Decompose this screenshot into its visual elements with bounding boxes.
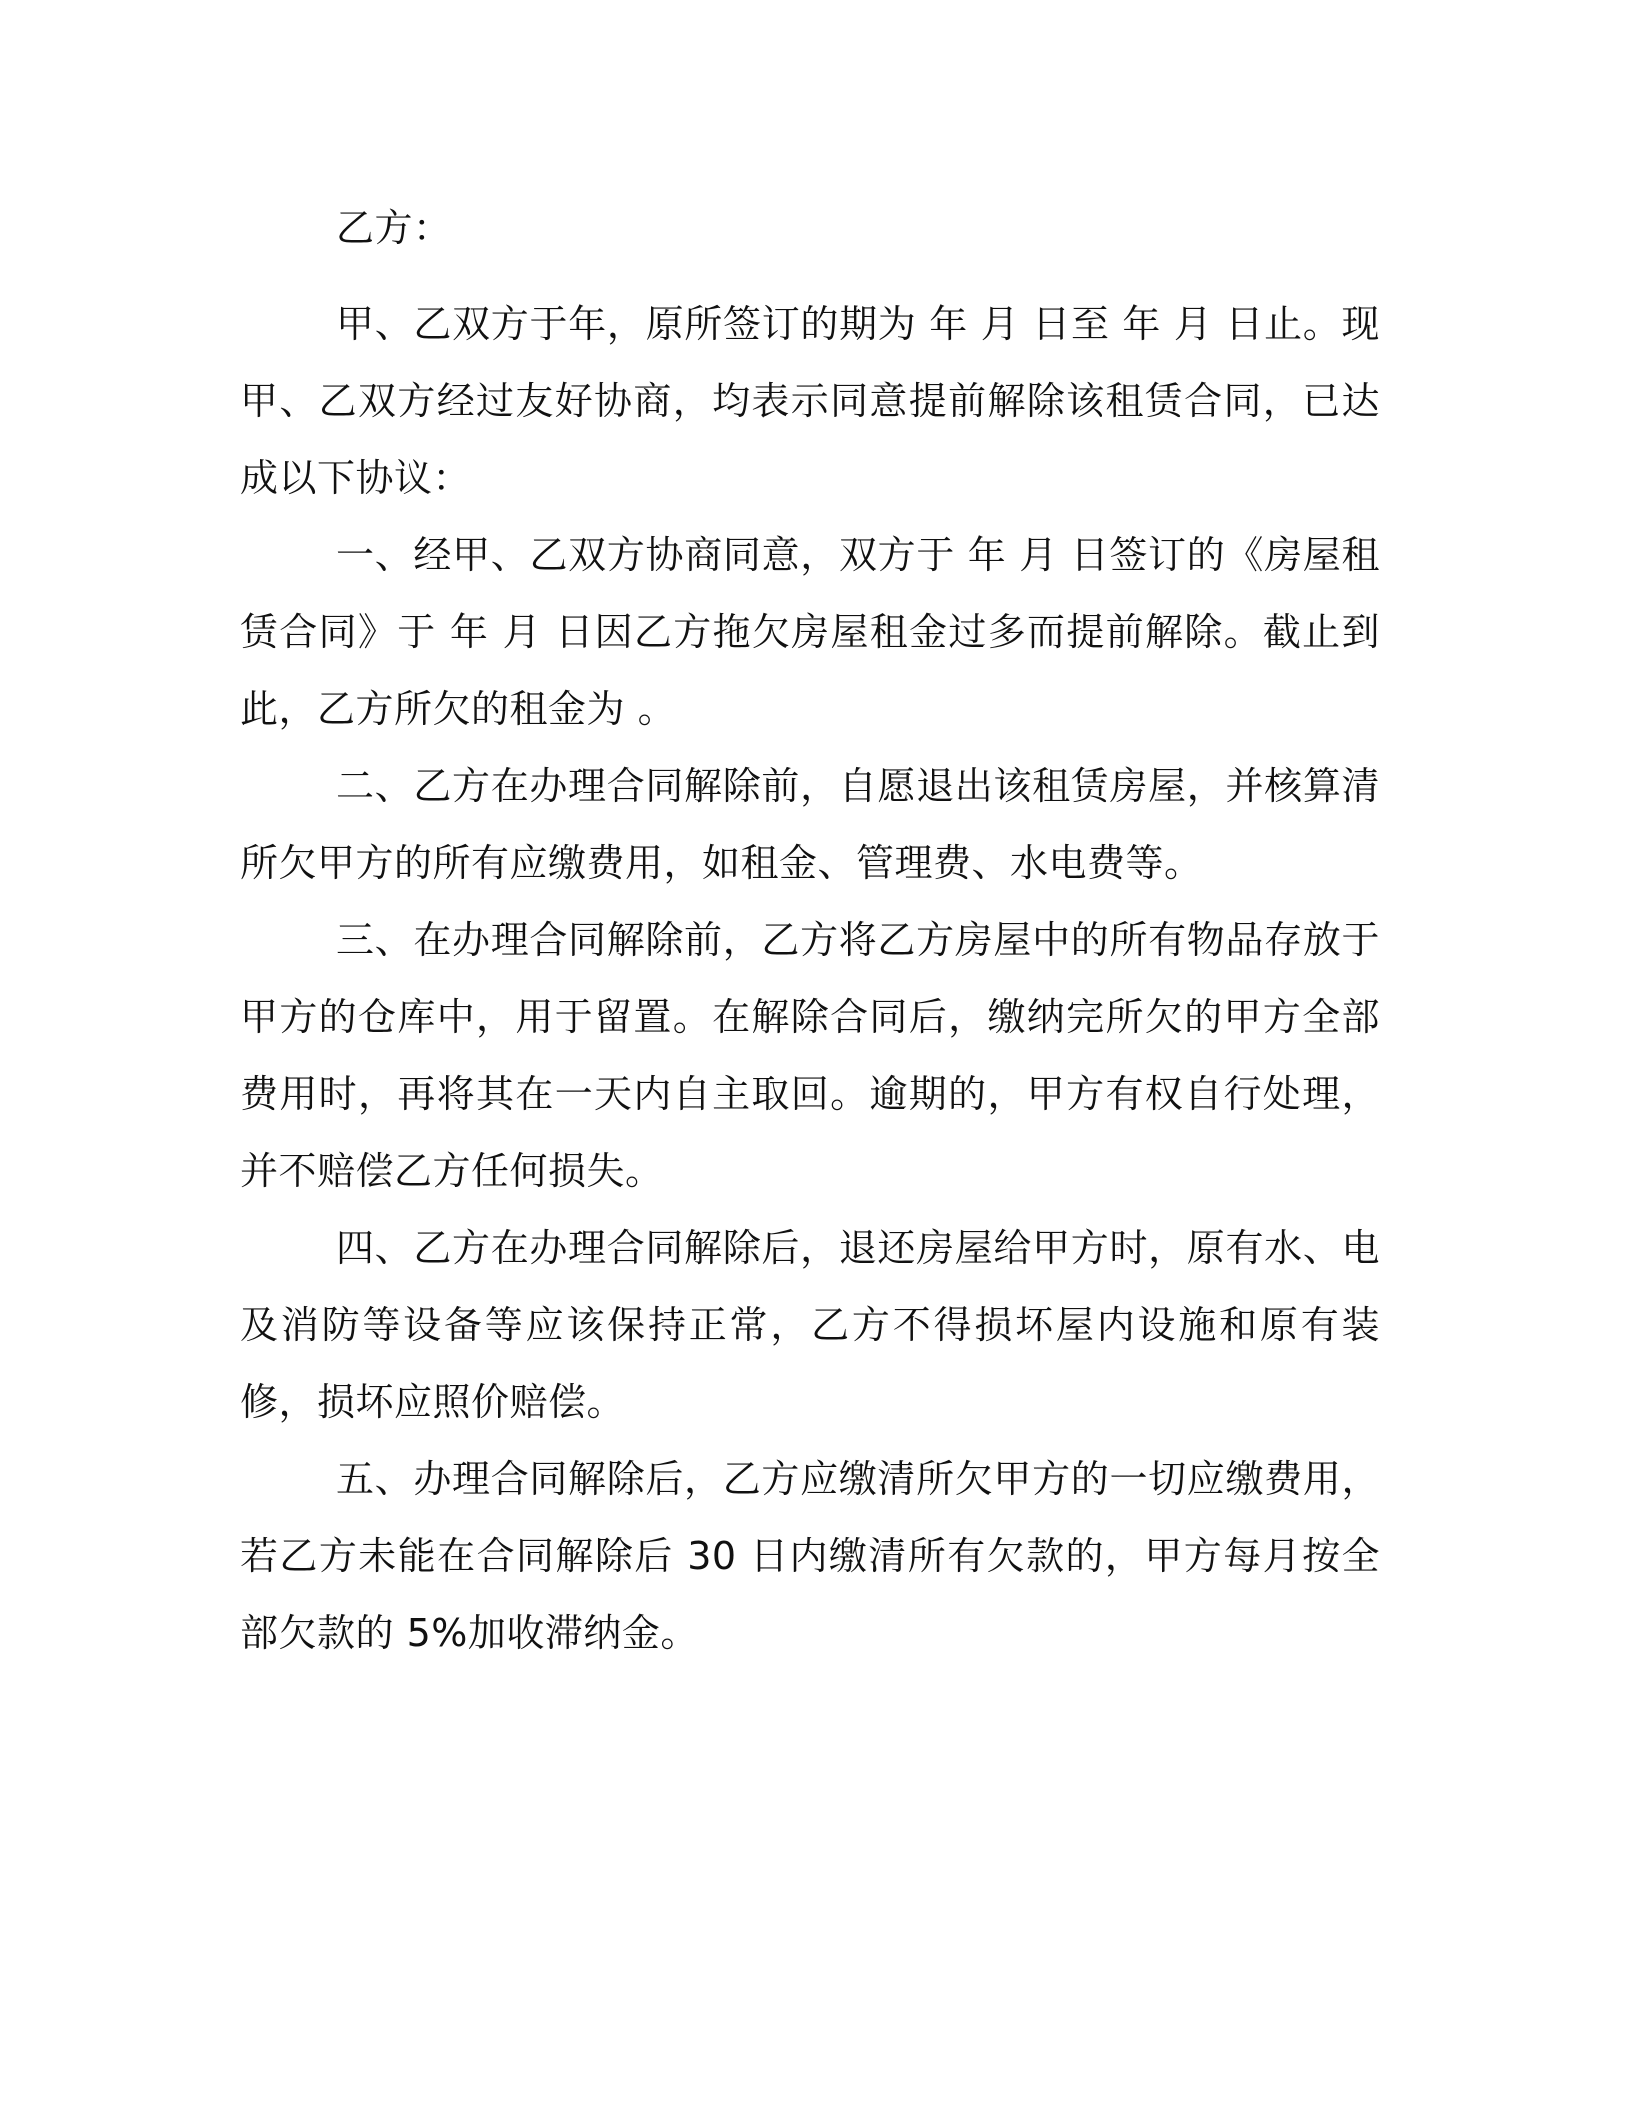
clause-5: 五、办理合同解除后，乙方应缴清所欠甲方的一切应缴费用，若乙方未能在合同解除后 30 日内缴清所有欠款的，甲方每月按全部欠款的 5%加收滞纳金。 xyxy=(240,1457,1380,1655)
clause-1: 一、经甲、乙双方协商同意，双方于 年 月 日签订的《房屋租赁合同》于 年 月 日因乙方拖欠房屋租金过多而提前解除。截止到此，乙方所欠的租金为 。 xyxy=(240,533,1380,731)
clause-4: 四、乙方在办理合同解除后，退还房屋给甲方时，原有水、电及消防等设备等应该保持正常，乙方不得损坏屋内设施和原有装修，损坏应照价赔偿。 xyxy=(240,1226,1380,1424)
document-body xyxy=(240,190,1380,1672)
clause-3: 三、在办理合同解除前，乙方将乙方房屋中的所有物品存放于甲方的仓库中，用于留置。在解除合同后，缴纳完所欠的甲方全部费用时，再将其在一天内自主取回。逾期的，甲方有权自行处理，并不赔偿乙方任何损失。 xyxy=(240,918,1380,1193)
intro-paragraph: 甲、乙双方于年，原所签订的期为 年 月 日至 年 月 日止。现甲、乙双方经过友好协商，均表示同意提前解除该租赁合同，已达成以下协议： xyxy=(240,302,1380,500)
clause-2: 二、乙方在办理合同解除前，自愿退出该租赁房屋，并核算清所欠甲方的所有应缴费用，如租金、管理费、水电费等。 xyxy=(240,764,1380,885)
party-b-line: 乙方： xyxy=(336,206,452,250)
